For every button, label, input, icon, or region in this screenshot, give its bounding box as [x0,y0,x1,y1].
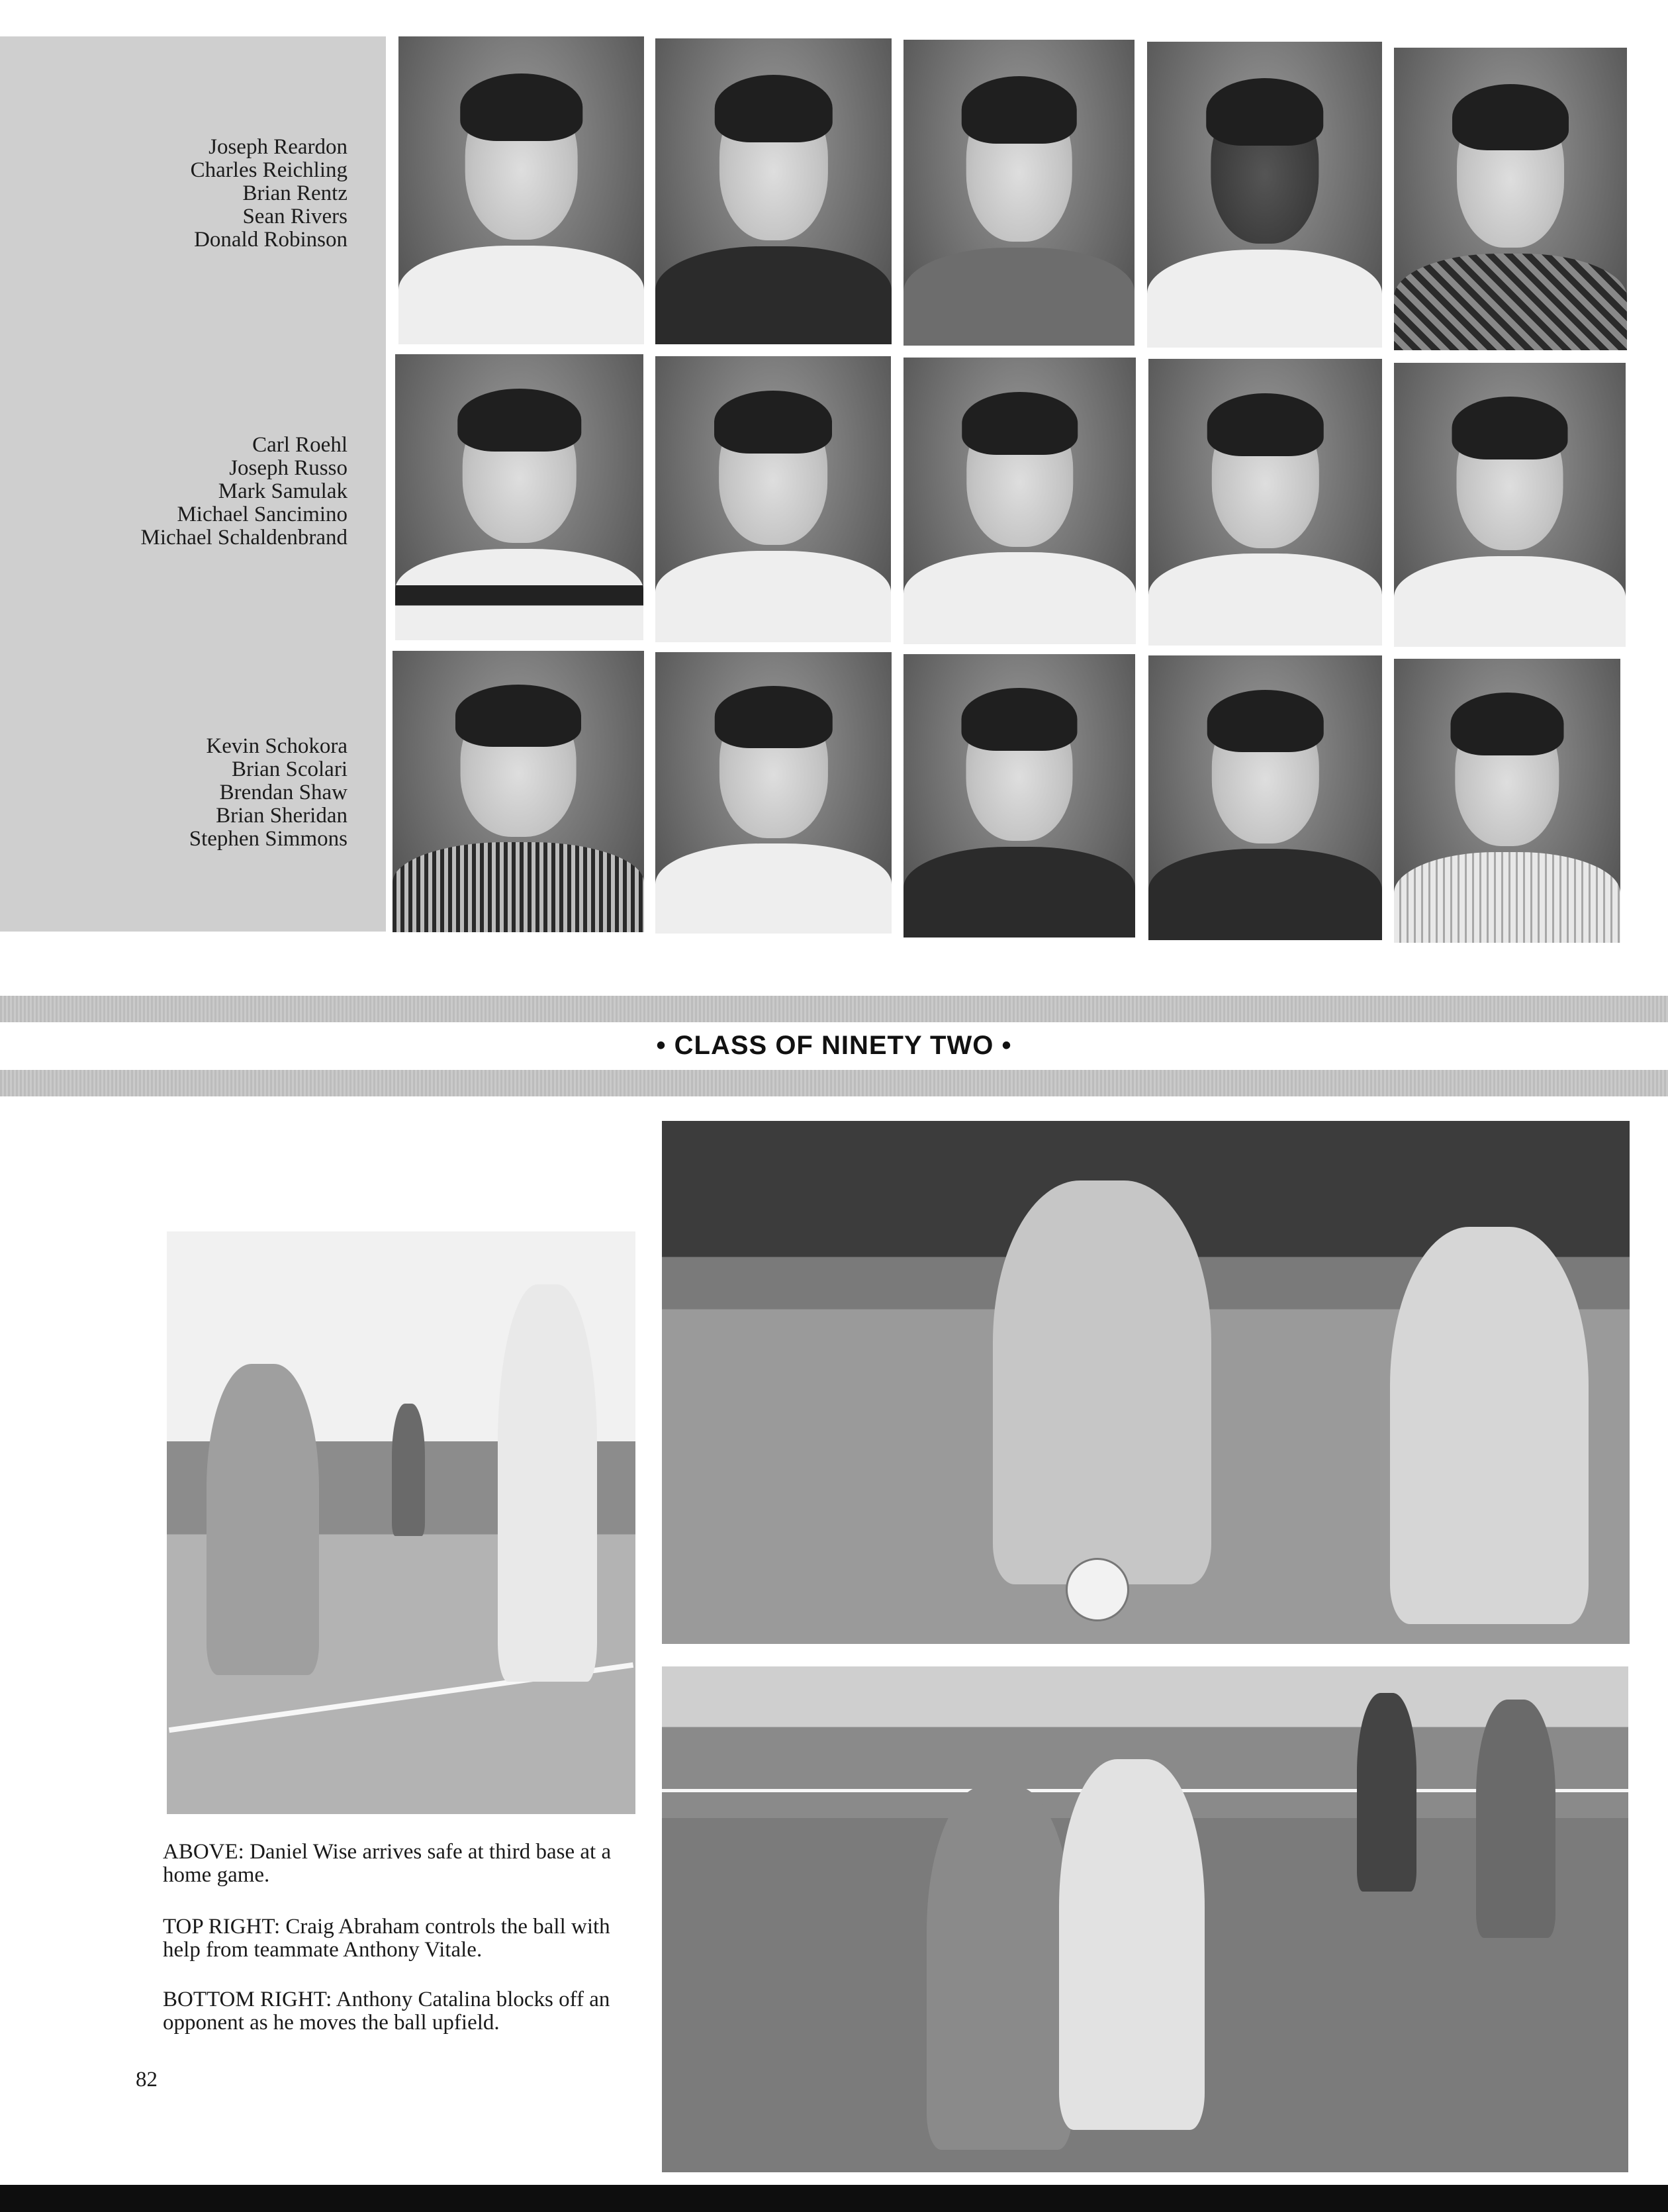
student-name: Kevin Schokora [206,734,348,758]
caption-above [163,1841,639,1887]
portrait-photo [393,651,644,932]
caption-text: Craig Abraham controls the ball with help from teammate Anthony Vitale. [163,1915,610,1962]
portrait-photo [395,354,643,640]
portrait-photo [655,356,891,642]
student-name: Stephen Simmons [189,827,348,851]
portrait-photo [1147,42,1382,348]
footer-bar [0,2185,1668,2212]
portrait-photo [1394,48,1627,350]
caption-label: TOP RIGHT: [163,1915,281,1939]
lacrosse-photo [662,1666,1628,2172]
portrait-photo [904,40,1135,346]
portrait-photo [1394,659,1620,943]
name-list-row-2 [141,434,348,550]
student-name: Brian Rentz [242,181,348,205]
student-name: Michael Schaldenbrand [140,526,348,550]
student-name: Mark Samulak [218,479,348,503]
divider-band-bottom [0,1070,1668,1096]
portrait-photo [398,36,644,344]
section-title: • CLASS OF NINETY TWO • [656,1031,1012,1060]
student-name: Brian Sheridan [216,804,348,828]
student-name: Donald Robinson [194,228,348,252]
caption-text: Anthony Catalina blocks off an opponent as he moves the ball upfield. [163,1988,610,2035]
student-name: Michael Sancimino [177,503,348,526]
caption-bottom-right [163,1988,639,2035]
student-name: Joseph Reardon [208,135,348,159]
caption-text: Daniel Wise arrives safe at third base at a home game. [163,1840,612,1887]
student-name: Brendan Shaw [219,781,348,804]
page-number: 82 [136,2068,158,2092]
baseball-photo [167,1231,635,1814]
portrait-photo [655,38,892,344]
portrait-photo [904,654,1135,938]
student-name: Carl Roehl [252,433,348,457]
portrait-photo [655,652,892,934]
portrait-photo [904,358,1136,644]
name-list-row-3 [189,735,348,851]
name-list-row-1 [191,136,348,252]
student-name: Sean Rivers [242,205,348,228]
caption-label: ABOVE: [163,1840,244,1864]
divider-band-top [0,996,1668,1022]
caption-label: BOTTOM RIGHT: [163,1988,332,2011]
student-name: Brian Scolari [231,757,348,781]
student-name: Joseph Russo [229,456,348,480]
soccer-photo [662,1121,1630,1644]
portrait-photo [1148,655,1382,940]
caption-top-right [163,1915,639,1962]
portrait-photo [1394,363,1626,647]
student-name: Charles Reichling [190,158,348,182]
portrait-photo [1148,359,1382,646]
